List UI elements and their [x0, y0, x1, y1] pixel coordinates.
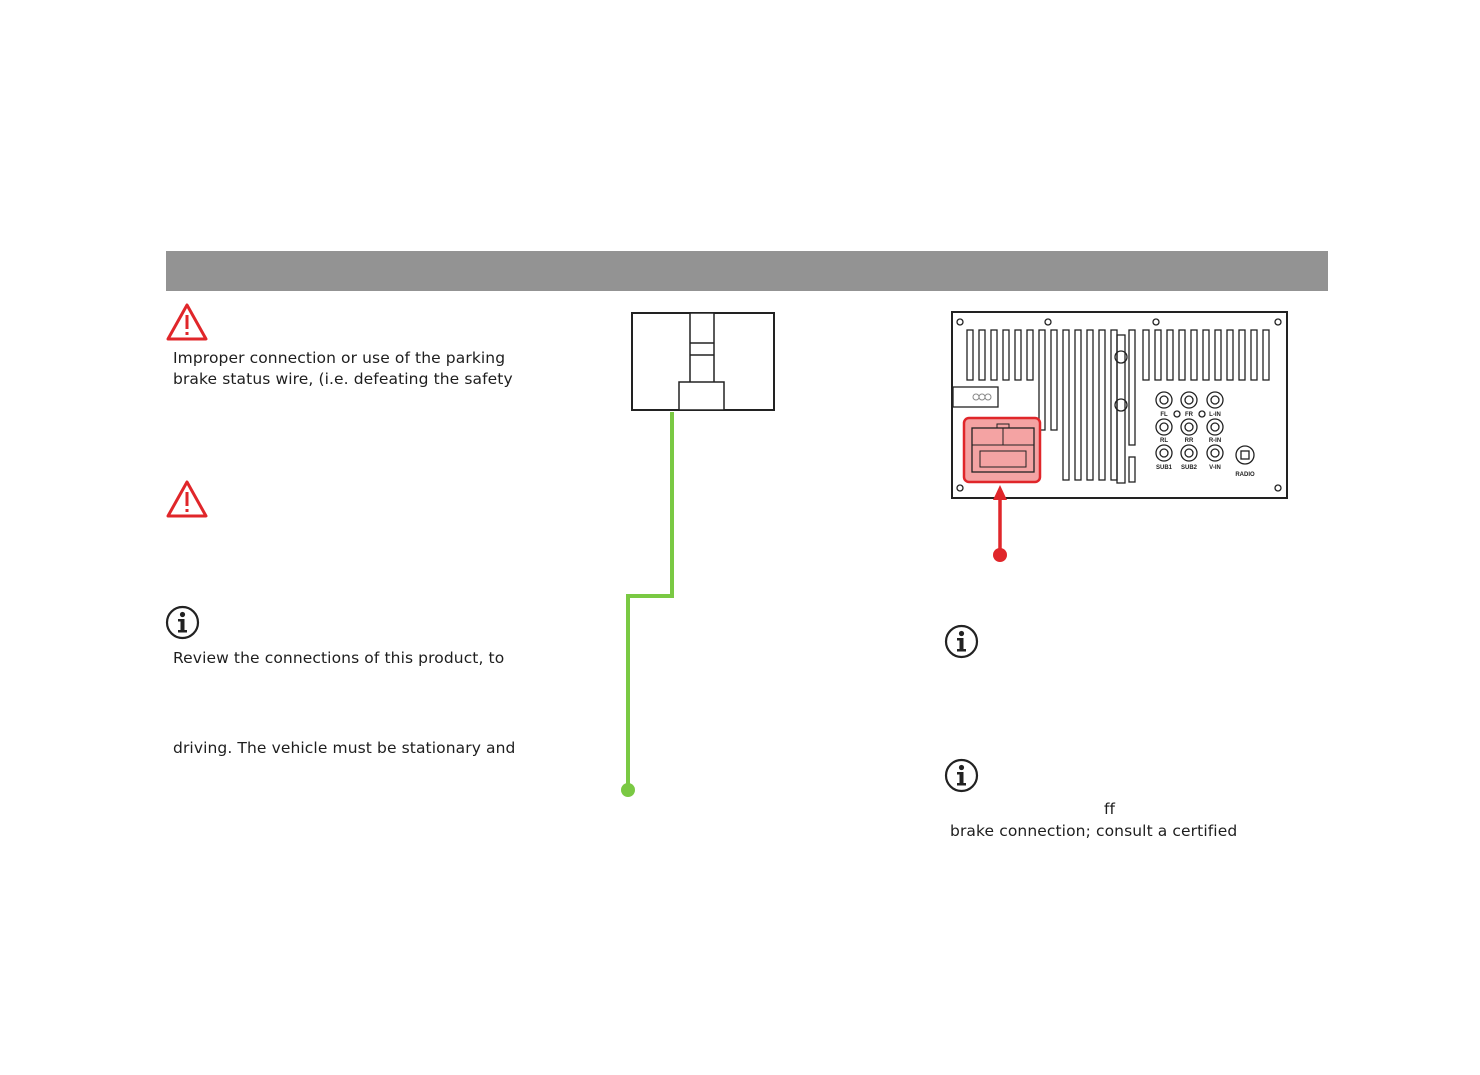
- parking-brake-diagram: [620, 305, 790, 805]
- info-circle-icon: [944, 758, 979, 793]
- jack-label-fl: FL: [1160, 412, 1168, 418]
- warning-1-line-1: Improper connection or use of the parking: [173, 349, 506, 367]
- jack-label-sub2: SUB2: [1180, 465, 1198, 471]
- jack-label-rr: RR: [1184, 438, 1194, 444]
- warning-1-line-2: brake status wire, (i.e. defeating the safety: [173, 370, 513, 388]
- section-header-bar: [166, 251, 1328, 291]
- jack-label-r-in: R-IN: [1208, 438, 1222, 444]
- jack-label-radio: RADIO: [1235, 472, 1255, 478]
- info-1-line-2: driving. The vehicle must be stationary and: [173, 739, 516, 757]
- info-3-line-1: ff: [1104, 800, 1116, 818]
- jack-label-l-in: L-IN: [1209, 412, 1221, 418]
- jack-label-fr: FR: [1185, 412, 1193, 418]
- jack-label-sub1: SUB1: [1155, 465, 1173, 471]
- rear-panel-diagram: [945, 305, 1295, 565]
- info-1-line-1: Review the connections of this product, to: [173, 649, 505, 667]
- jack-label-rl: RL: [1160, 438, 1168, 444]
- info-circle-icon: [165, 605, 200, 640]
- info-circle-icon: [944, 624, 979, 659]
- jack-label-v-in: V-IN: [1209, 465, 1221, 471]
- warning-triangle-icon: [166, 303, 208, 341]
- info-3-line-2: brake connection; consult a certified: [950, 822, 1238, 840]
- warning-triangle-icon: [166, 480, 208, 518]
